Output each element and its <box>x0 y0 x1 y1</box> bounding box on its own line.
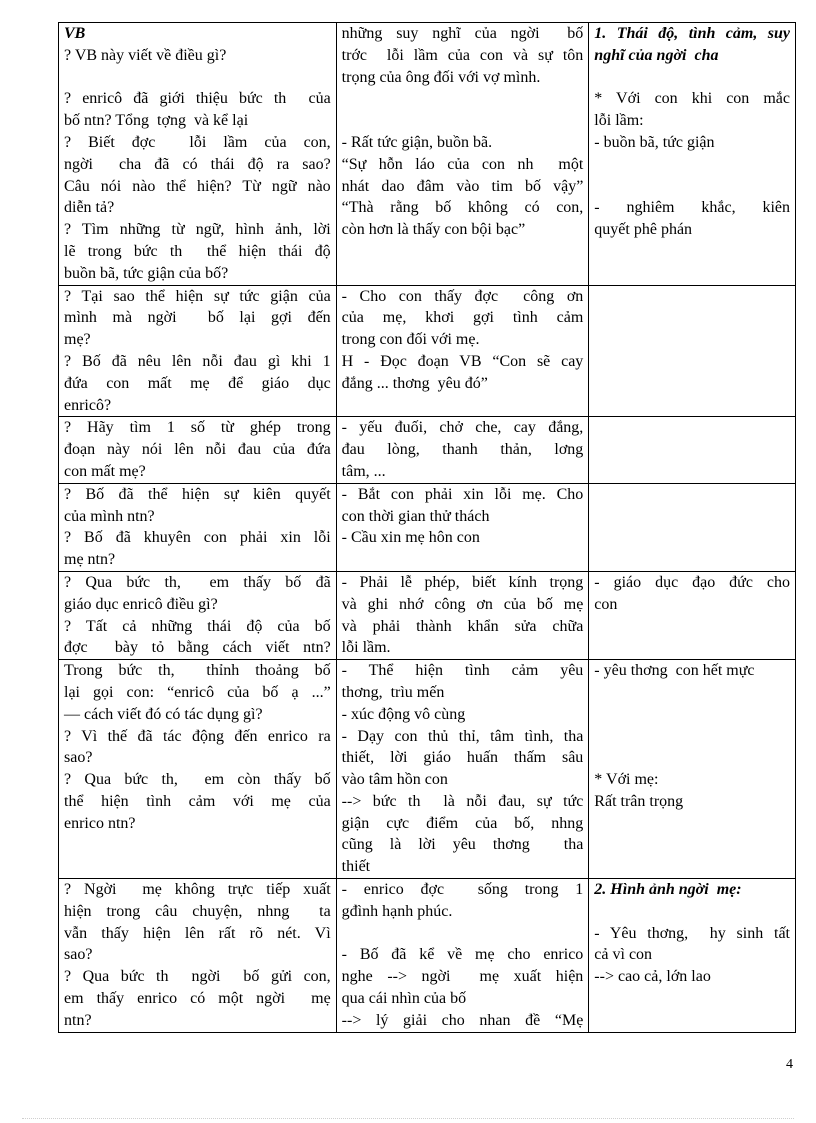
questions-cell <box>59 571 337 659</box>
text-line: - Yêu thơng, hy sinh tất <box>594 924 790 942</box>
text-line <box>64 834 331 856</box>
text-line: nhát dao đâm vào tim bố vậy” <box>341 177 584 195</box>
text-line: “Thà rằng bố không có con, <box>341 199 584 217</box>
questions-cell <box>59 285 337 417</box>
text-line: mẹ ntn? <box>64 551 116 569</box>
text-line: diễn tả? <box>64 199 115 217</box>
answers-cell <box>336 571 589 659</box>
text-line <box>342 263 584 285</box>
notes-cell <box>589 660 796 879</box>
text-line: enrico ntn? <box>64 814 136 832</box>
text-line: vào tâm hồn con <box>341 771 448 789</box>
text-line: “Sự hỗn láo của con nh một <box>341 155 584 173</box>
text-line: ? Bố đã nêu lên nỗi đau gì khi 1 <box>64 352 331 370</box>
text-line: quyết phê phán <box>594 221 693 239</box>
text-line: lỗi lầm. <box>341 639 391 657</box>
text-line: 1. Thái độ, tình cảm, suy <box>594 25 790 42</box>
text-line: nghĩ của ngời cha <box>594 46 719 64</box>
text-line <box>342 549 584 571</box>
text-line: mình mà ngời bố lại gợi đến <box>64 309 331 327</box>
notes-cell <box>589 285 796 417</box>
text-line: những suy nghĩ của ngời bố <box>341 25 584 42</box>
text-line: vẫn thấy hiện lên rất rõ nét. Vì <box>64 924 331 942</box>
text-line: - Rất tức giận, buồn bã. <box>341 133 493 151</box>
text-line: giận cực điểm của bố, nhng <box>341 814 584 832</box>
text-line: thể hiện tình cảm với mẹ của <box>64 792 331 810</box>
text-line: - giáo dục đạo đức cho <box>594 573 790 591</box>
text-line: Rất trân trọng <box>594 792 684 810</box>
text-line: - enrico đợc sống trong 1 <box>341 881 584 899</box>
notes-cell <box>589 879 796 1033</box>
text-line: Câu nói nào thể hiện? Từ ngữ nào <box>64 177 331 195</box>
text-line: ? Tất cả những thái độ của bố <box>64 617 331 635</box>
text-line: đau lòng, thanh thản, lơng <box>341 441 584 459</box>
answers-cell <box>336 879 589 1033</box>
questions-cell <box>59 23 337 286</box>
text-line: buồn bã, tức giận của bố? <box>64 264 229 282</box>
text-line: enricô? <box>64 396 112 414</box>
text-line: cả vì con <box>594 946 653 964</box>
text-line: trớc lỗi lầm của con và sự tôn <box>341 46 584 64</box>
text-line: ? Qua bức th ngời bố gửi con, <box>64 968 331 986</box>
text-line: giáo dục enricô điều gì? <box>64 595 218 613</box>
text-line: ? VB này viết về điều gì? <box>64 46 227 64</box>
text-line: của mẹ, khơi gợi tình cảm <box>341 309 584 327</box>
notes-cell <box>589 417 796 483</box>
text-line <box>594 813 790 835</box>
text-line: thơng, trìu mến <box>341 683 445 701</box>
text-line: - Cầu xin mẹ hôn con <box>341 529 480 547</box>
text-line: ngời cha đã có thái độ ra sao? <box>64 155 331 173</box>
text-line: ? Hãy tìm 1 số từ ghép trong <box>64 419 331 437</box>
text-line: - buồn bã, tức giận <box>594 133 715 151</box>
text-line <box>342 88 584 110</box>
text-line: VB <box>64 25 86 42</box>
text-line <box>594 704 790 726</box>
text-line: --> lý giải cho nhan đề “Mẹ <box>341 1011 584 1029</box>
table-row <box>59 483 796 571</box>
footer-rule <box>22 1118 794 1119</box>
text-line <box>594 67 790 89</box>
text-line: ? Ngời mẹ không trực tiếp xuất <box>64 881 331 899</box>
table-row <box>59 285 796 417</box>
text-line: lỗi lầm: <box>594 112 644 130</box>
questions-cell <box>59 879 337 1033</box>
text-line: * Với mẹ: <box>594 771 659 789</box>
text-line: Trong bức th, thỉnh thoảng bố <box>64 662 331 680</box>
text-line: ntn? <box>64 1011 92 1029</box>
text-line <box>594 154 790 176</box>
text-line: cũng là lời yêu thơng tha <box>341 836 584 854</box>
answers-cell <box>336 660 589 879</box>
text-line: bố ntn? Tổng tợng và kể lại <box>64 112 249 130</box>
text-line <box>594 176 790 198</box>
lesson-table <box>58 22 796 1033</box>
text-line: — cách viết đó có tác dụng gì? <box>64 705 263 723</box>
text-line: - Bố đã kể về mẹ cho enrico <box>341 946 584 964</box>
text-line: lại gọi con: “enricô của bố ạ ...” <box>64 683 331 701</box>
text-line: thiết, lời giáo huấn thấm sâu <box>341 749 584 767</box>
text-line: ? Tại sao thể hiện sự tức giận của <box>64 287 331 305</box>
text-line: H - Đọc đoạn VB “Con sẽ cay <box>341 352 584 370</box>
text-line: ? Tìm những từ ngữ, hình ảnh, lời <box>64 221 331 239</box>
text-line: sao? <box>64 946 93 964</box>
text-line: ? Bố đã thể hiện sự kiên quyết <box>64 485 331 503</box>
text-line <box>594 988 790 1010</box>
text-line: - nghiêm khắc, kiên <box>594 199 790 217</box>
text-line: còn hơn là thấy con bội bạc” <box>341 221 526 239</box>
table-row <box>59 879 796 1033</box>
text-line <box>342 923 584 945</box>
text-line <box>342 110 584 132</box>
text-line: lẽ trong bức th thể hiện thái độ <box>64 242 331 260</box>
text-line: và phải thành khẩn sửa chữa <box>341 617 584 635</box>
table-row <box>59 417 796 483</box>
text-line <box>342 395 584 417</box>
text-line: * Với con khi con mắc <box>594 90 790 108</box>
text-line <box>594 856 790 878</box>
text-line: - yêu thơng con hết mực <box>594 662 755 680</box>
text-line: đứa con mất mẹ để giáo dục <box>64 374 331 392</box>
text-line: - Thể hiện tình cảm yêu <box>341 662 584 680</box>
text-line: ? Vì thế đã tác động đến enrico ra <box>64 727 331 745</box>
text-line: - Dạy con thủ thỉ, tâm tình, tha <box>341 727 584 745</box>
text-line: gđình hạnh phúc. <box>341 902 453 920</box>
text-line: đợc bày tỏ bằng cách viết ntn? <box>64 639 331 657</box>
text-line: - xúc động vô cùng <box>341 705 466 723</box>
text-line: tâm, ... <box>341 462 386 480</box>
text-line: - yếu đuối, chở che, cay đắng, <box>341 419 584 437</box>
questions-cell <box>59 660 337 879</box>
text-line: em thấy enrico có một ngời mẹ <box>64 990 331 1008</box>
text-line: - Cho con thấy đợc công ơn <box>341 287 584 305</box>
text-line: sao? <box>64 749 93 767</box>
questions-cell <box>59 483 337 571</box>
table-row <box>59 660 796 879</box>
answers-cell <box>336 417 589 483</box>
lesson-table-body <box>59 23 796 1033</box>
notes-cell <box>589 23 796 286</box>
text-line <box>594 901 790 923</box>
table-row <box>59 571 796 659</box>
text-line: đoạn này nói lên nỗi đau của đứa <box>64 441 331 459</box>
text-line: --> cao cả, lớn lao <box>594 968 711 986</box>
text-line <box>594 241 790 263</box>
text-line: trong con đối với mẹ. <box>341 331 480 349</box>
text-line: con mất mẹ? <box>64 462 146 480</box>
text-line <box>594 263 790 285</box>
text-line: của mình ntn? <box>64 507 155 525</box>
notes-cell <box>589 571 796 659</box>
text-line <box>594 1010 790 1032</box>
text-line <box>594 726 790 748</box>
table-row <box>59 23 796 286</box>
text-line: - Bắt con phải xin lỗi mẹ. Cho <box>341 485 584 503</box>
text-line <box>342 241 584 263</box>
text-line: con <box>594 595 618 613</box>
notes-cell <box>589 483 796 571</box>
answers-cell <box>336 23 589 286</box>
text-line: hiện trong câu chuyện, nhng ta <box>64 902 331 920</box>
text-line: trọng của ông đối với vợ mình. <box>341 68 541 86</box>
text-line: mẹ? <box>64 331 91 349</box>
text-line: qua cái nhìn của bố <box>341 990 467 1008</box>
text-line: con thời gian thử thách <box>341 507 490 525</box>
text-line: ? Bố đã khuyên con phải xin lỗi <box>64 529 331 547</box>
text-line: ? Biết đợc lỗi lầm của con, <box>64 133 331 151</box>
text-line <box>594 834 790 856</box>
text-line <box>594 616 790 638</box>
text-line: ? Qua bức th, em còn thấy bố <box>64 771 331 789</box>
text-line: thiết <box>341 858 371 876</box>
text-line <box>594 637 790 659</box>
answers-cell <box>336 483 589 571</box>
text-line <box>64 856 331 878</box>
text-line: - Phải lễ phép, biết kính trọng <box>341 573 584 591</box>
text-line <box>594 682 790 704</box>
text-line: đắng ... thơng yêu đó” <box>341 374 488 392</box>
text-line <box>64 67 331 89</box>
text-line <box>594 747 790 769</box>
text-line: 2. Hình ảnh ngời mẹ: <box>594 881 742 899</box>
questions-cell <box>59 417 337 483</box>
text-line: --> bức th là nỗi đau, sự tức <box>341 792 584 810</box>
text-line: ? enricô đã giới thiệu bức th của <box>64 90 331 108</box>
answers-cell <box>336 285 589 417</box>
text-line: và ghi nhớ công ơn của bố mẹ <box>341 595 584 613</box>
page-number: 4 <box>786 1057 793 1072</box>
text-line: ? Qua bức th, em thấy bố đã <box>64 573 331 591</box>
text-line: nghe --> ngời mẹ xuất hiện <box>341 968 584 986</box>
